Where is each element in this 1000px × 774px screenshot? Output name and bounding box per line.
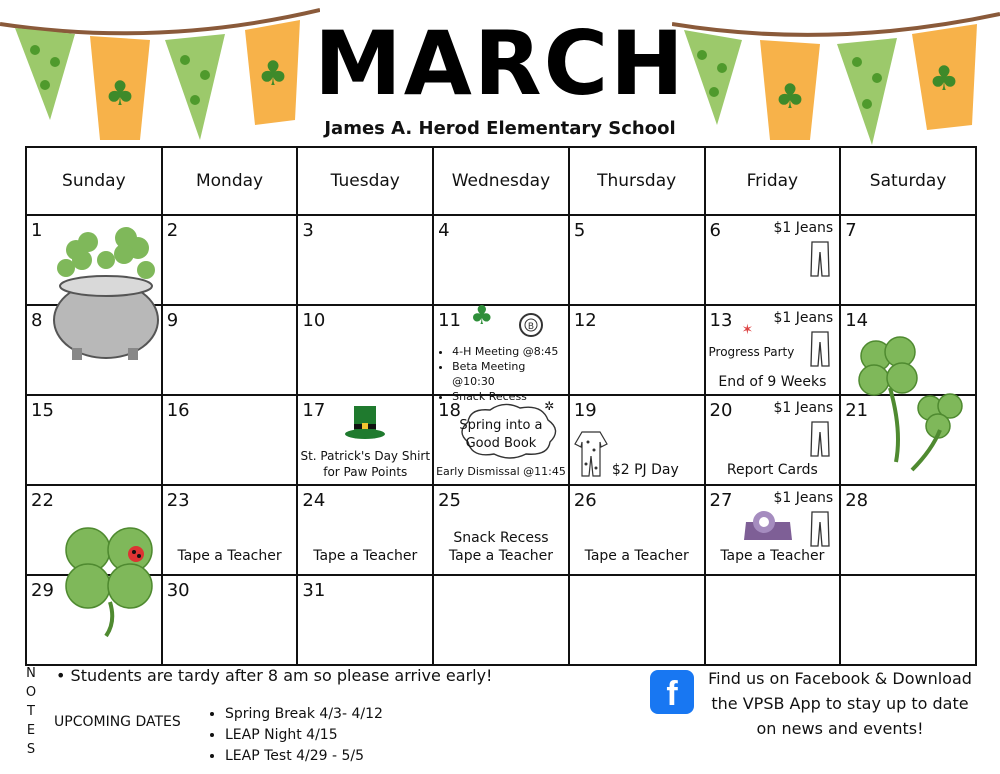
st-patricks-event-line1: St. Patrick's Day Shirt <box>300 449 431 463</box>
pj-day-event: $2 PJ Day <box>611 462 679 478</box>
progress-party-event: Progress Party <box>708 345 795 359</box>
day-cell-9 <box>162 305 298 395</box>
day-cell-7 <box>840 215 976 305</box>
day-cell-24 <box>297 485 433 575</box>
shamrocks-icon <box>852 330 968 478</box>
day-number: 19 <box>573 400 597 421</box>
svg-text:♣: ♣ <box>774 77 806 117</box>
tape-a-teacher-event: Tape a Teacher <box>448 548 554 564</box>
notes-letter: N <box>26 666 36 681</box>
day-number: 12 <box>573 310 597 331</box>
day-number: 27 <box>709 490 733 511</box>
day-number: 1 <box>31 220 43 241</box>
notes-letter: T <box>27 704 35 719</box>
upcoming-date-item: • LEAP Test 4/29 - 5/5 <box>225 746 383 767</box>
facebook-app-message <box>700 666 980 741</box>
tape-a-teacher-event: Tape a Teacher <box>313 548 418 564</box>
jeans-event: $1 Jeans <box>773 490 834 506</box>
pot-of-clovers-icon <box>46 220 164 362</box>
early-dismissal-event: Early Dismissal @11:45 <box>436 465 566 478</box>
snack-recess-event: Snack Recess <box>453 530 549 546</box>
day-number: 6 <box>709 220 721 241</box>
spring-book-event-line2: Good Book <box>465 436 537 451</box>
day-number: 8 <box>31 310 43 331</box>
day-cell-23 <box>162 485 298 575</box>
jeans-icon <box>809 330 831 368</box>
spring-book-event-line1: Spring into a <box>459 418 543 433</box>
jeans-icon <box>809 240 831 278</box>
empty-cell <box>433 575 569 665</box>
svg-text:♣: ♣ <box>928 59 960 99</box>
jeans-event: $1 Jeans <box>773 220 834 236</box>
facebook-message-line2: the VPSB App to stay up to date <box>711 694 969 713</box>
facebook-icon: f <box>650 670 694 714</box>
weekday-wednesday: Wednesday <box>433 147 569 215</box>
day-number: 13 <box>709 310 733 331</box>
day-number: 11 <box>438 310 462 331</box>
pajamas-icon <box>574 430 608 478</box>
day-number: 5 <box>573 220 586 241</box>
jeans-event: $1 Jeans <box>773 310 834 326</box>
day-cell-13 <box>705 305 841 395</box>
weekday-monday: Monday <box>162 147 298 215</box>
day-cell-4 <box>433 215 569 305</box>
day-cell-26 <box>569 485 705 575</box>
page-title: MARCH <box>314 12 686 115</box>
day-number: 16 <box>166 400 190 421</box>
notes-letter: E <box>26 723 36 738</box>
day-number: 28 <box>845 490 869 511</box>
upcoming-date-item: • LEAP Night 4/15 <box>225 725 383 746</box>
jeans-icon <box>809 420 831 458</box>
day-cell-19 <box>569 395 705 485</box>
facebook-message-line1: Find us on Facebook & Download <box>708 669 972 688</box>
day-number: 3 <box>302 220 314 241</box>
day-number: 23 <box>166 490 190 511</box>
day-number: 10 <box>302 310 326 331</box>
notes-letter: O <box>25 685 37 700</box>
weekday-header-row <box>26 147 976 215</box>
day-number: 22 <box>31 490 54 511</box>
day-number: 9 <box>166 310 179 331</box>
day-cell-2 <box>162 215 298 305</box>
weekday-saturday: Saturday <box>840 147 976 215</box>
calendar-grid <box>25 146 977 666</box>
day-cell-27 <box>705 485 841 575</box>
day-number: 2 <box>166 220 179 241</box>
day-number: 31 <box>302 580 326 601</box>
day-cell-15 <box>26 395 162 485</box>
event-4h-meeting: • 4-H Meeting @8:45 <box>452 344 568 359</box>
jeans-event: $1 Jeans <box>773 400 834 416</box>
tardy-note: • Students are tardy after 8 am so please arrive early! <box>56 666 493 685</box>
day-cell-6 <box>705 215 841 305</box>
event-snack-recess: • Snack Recess <box>452 389 568 404</box>
empty-cell <box>569 575 705 665</box>
tape-dispenser-icon <box>742 508 796 544</box>
day-cell-20 <box>705 395 841 485</box>
svg-text:♣: ♣ <box>104 74 136 114</box>
day-cell-5 <box>569 215 705 305</box>
day-cell-28 <box>840 485 976 575</box>
day-cell-25 <box>433 485 569 575</box>
day-number: 17 <box>302 400 326 421</box>
tardy-note-text: Students are tardy after 8 am so please arrive early! <box>70 666 493 685</box>
day-cell-30 <box>162 575 298 665</box>
report-cards-event: Report Cards <box>726 462 818 478</box>
empty-cell <box>705 575 841 665</box>
st-patricks-event-line2: for Paw Points <box>323 465 408 479</box>
day-number: 21 <box>845 400 869 421</box>
day-cell-18 <box>433 395 569 485</box>
event-beta-meeting: • Beta Meeting @10:30 <box>452 359 568 389</box>
four-h-clover-icon: ♣ <box>470 301 494 331</box>
four-leaf-clover-ladybug-icon <box>58 522 162 638</box>
party-popper-icon: ✶ <box>741 322 754 338</box>
day-cell-3 <box>297 215 433 305</box>
week-row-1 <box>26 215 976 305</box>
day-number: 14 <box>845 310 869 331</box>
week-row-4 <box>26 485 976 575</box>
svg-text:♣: ♣ <box>257 54 289 94</box>
week-row-5 <box>26 575 976 665</box>
weekday-friday: Friday <box>705 147 841 215</box>
day-cell-10 <box>297 305 433 395</box>
empty-cell <box>840 575 976 665</box>
day-number: 24 <box>302 490 326 511</box>
day-cell-16 <box>162 395 298 485</box>
bee-icon: ✲ <box>544 399 555 413</box>
beta-club-seal-icon <box>518 312 544 338</box>
day-cell-17 <box>297 395 433 485</box>
weekday-sunday: Sunday <box>26 147 162 215</box>
day-cell-12 <box>569 305 705 395</box>
day-number: 25 <box>438 490 462 511</box>
upcoming-dates-label: UPCOMING DATES <box>54 714 181 730</box>
week-row-2 <box>26 305 976 395</box>
notes-vertical-label <box>24 664 38 759</box>
day-cell-11 <box>433 301 569 403</box>
jeans-icon <box>809 510 831 548</box>
day-number: 20 <box>709 400 733 421</box>
upcoming-date-item: • Spring Break 4/3- 4/12 <box>225 704 383 725</box>
tape-a-teacher-event: Tape a Teacher <box>584 548 689 564</box>
weekday-tuesday: Tuesday <box>297 147 433 215</box>
beta-seal-letter: B <box>528 322 535 332</box>
tape-a-teacher-event: Tape a Teacher <box>177 548 282 564</box>
day-number: 18 <box>438 400 462 421</box>
day-number: 15 <box>31 400 54 421</box>
week-row-3 <box>26 395 976 485</box>
day-number: 4 <box>438 220 450 241</box>
day-number: 7 <box>845 220 857 241</box>
upcoming-dates-list <box>205 704 383 767</box>
day-number: 26 <box>573 490 597 511</box>
leprechaun-hat-icon <box>344 404 386 442</box>
notes-letter: S <box>26 742 36 757</box>
day-number: 29 <box>31 580 54 601</box>
school-name: James A. Herod Elementary School <box>324 118 676 139</box>
facebook-message-line3: on news and events! <box>756 719 924 738</box>
end-of-9-weeks-event: End of 9 Weeks <box>718 374 827 390</box>
weekday-thursday: Thursday <box>569 147 705 215</box>
day-cell-31 <box>297 575 433 665</box>
tape-a-teacher-event: Tape a Teacher <box>720 548 825 564</box>
day-number: 30 <box>166 580 190 601</box>
